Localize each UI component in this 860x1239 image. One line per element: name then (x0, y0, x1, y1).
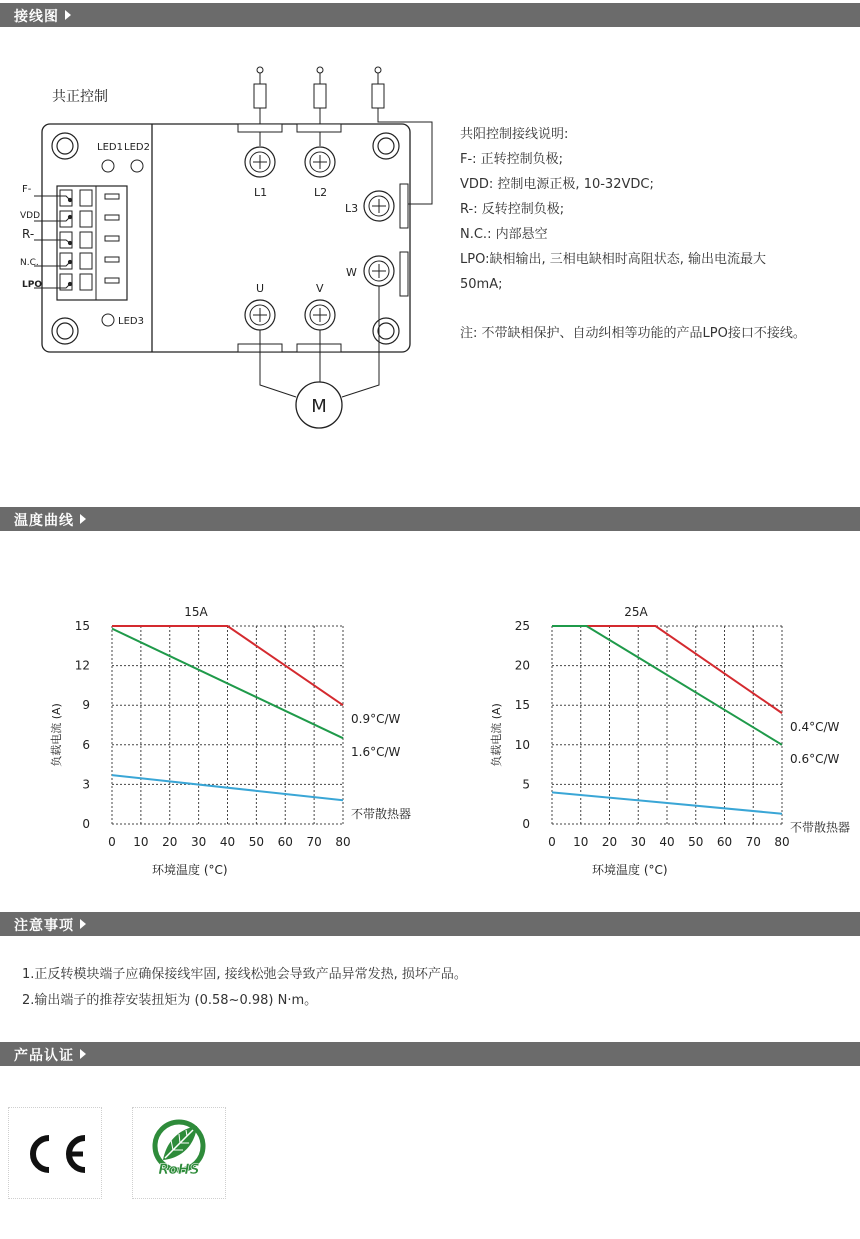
section-title: 温度曲线 (14, 510, 86, 530)
y-tick-label: 3 (82, 777, 90, 792)
x-tick-label: 80 (774, 835, 790, 849)
series-label: 1.6°C/W (351, 745, 401, 760)
motor-label: M (311, 396, 327, 417)
led2-label: LED2 (124, 142, 150, 153)
wiring-title: 共正控制 (52, 89, 108, 105)
pin-label-nc: N.C. (20, 258, 39, 268)
series-label: 0.4°C/W (790, 720, 840, 735)
description-title: 共阳控制接线说明: (460, 127, 569, 142)
section-header-notes (0, 912, 860, 936)
x-tick-label: 40 (659, 835, 675, 849)
derating-chart-15a (40, 590, 440, 890)
chevron-right-icon (65, 10, 71, 20)
led3-label: LED3 (118, 316, 144, 327)
y-tick-label: 0 (82, 817, 90, 831)
x-tick-label: 60 (277, 835, 293, 849)
description-line: LPO:缺相输出, 三相电缺相时高阻状态, 输出电流最大 (460, 252, 766, 267)
y-axis-label: 负载电流 (A) (490, 703, 503, 767)
section-title: 接线图 (14, 6, 71, 26)
ce-certification (8, 1107, 102, 1199)
chart-title: 15A (184, 605, 208, 619)
section-header-temperature (0, 507, 860, 531)
description-line: R-: 反转控制负极; (460, 202, 565, 217)
y-tick-label: 15 (514, 698, 530, 713)
terminal-label-l3: L3 (345, 202, 359, 215)
x-axis-label: 环境温度 (°C) (152, 863, 228, 877)
terminal-label-w: W (346, 266, 357, 279)
led1-indicator (102, 160, 114, 172)
ce-mark-icon (9, 1108, 101, 1198)
rohs-leaf-icon (133, 1108, 225, 1198)
rohs-text: RoHS (158, 1162, 200, 1178)
note-item: 1.正反转模块端子应确保接线牢固, 接线松弛会导致产品异常发热, 损坏产品。 (22, 967, 467, 982)
description-line: 50mA; (460, 277, 503, 292)
description-line: N.C.: 内部悬空 (460, 227, 548, 242)
note-item: 2.输出端子的推荐安装扭矩为 (0.58~0.98) N·m。 (22, 993, 318, 1008)
chevron-right-icon (80, 919, 86, 929)
terminal-label-v: V (316, 282, 324, 295)
y-tick-label: 6 (82, 737, 90, 752)
pin-label-vdd: VDD (20, 211, 41, 221)
y-tick-label: 0 (522, 817, 530, 831)
y-tick-label: 15 (74, 619, 90, 633)
chart-title: 25A (624, 605, 648, 619)
wiring-description (460, 122, 850, 346)
chevron-right-icon (80, 514, 86, 524)
x-tick-label: 20 (601, 835, 618, 849)
terminal-label-u: U (256, 282, 265, 295)
y-tick-label: 25 (514, 619, 530, 633)
wiring-diagram (0, 40, 440, 440)
pin-label-f: F- (22, 184, 32, 195)
series-label: 0.6°C/W (790, 751, 840, 766)
section-title: 注意事项 (14, 915, 86, 935)
x-tick-label: 70 (306, 835, 322, 849)
chevron-right-icon (80, 1049, 86, 1059)
section-header-certification (0, 1042, 860, 1066)
terminal-label-l2: L2 (314, 186, 328, 199)
series-label: 不带散热器 (351, 807, 412, 822)
series-line-2 (112, 629, 343, 739)
x-tick-label: 0 (548, 835, 556, 849)
pin-label-lpo: LPO (22, 280, 42, 290)
x-tick-label: 0 (108, 835, 116, 849)
x-tick-label: 70 (745, 835, 761, 849)
x-tick-label: 10 (133, 835, 149, 849)
led2-indicator (131, 160, 143, 172)
terminal-label-l1: L1 (254, 186, 268, 199)
section-header-wiring (0, 3, 860, 27)
description-line: VDD: 控制电源正极, 10-32VDC; (460, 177, 654, 192)
y-tick-label: 5 (522, 777, 530, 792)
y-axis-label: 负载电流 (A) (50, 703, 63, 767)
ce-text: CE (55, 1196, 57, 1197)
series-label: 0.9°C/W (351, 712, 401, 727)
x-tick-label: 60 (716, 835, 733, 849)
section-title: 产品认证 (14, 1045, 86, 1065)
notes-list (22, 962, 842, 1014)
y-tick-label: 10 (514, 737, 530, 752)
description-line: F-: 正转控制负极; (460, 152, 564, 167)
derating-chart-25a (480, 590, 860, 890)
x-tick-label: 50 (688, 835, 704, 849)
x-tick-label: 50 (248, 835, 265, 849)
x-tick-label: 40 (219, 835, 236, 849)
led3-indicator (102, 314, 114, 326)
x-tick-label: 80 (335, 835, 351, 849)
x-tick-label: 20 (162, 835, 178, 849)
y-tick-label: 9 (82, 698, 90, 713)
led1-label: LED1 (97, 142, 123, 153)
pin-label-r: R- (22, 227, 35, 241)
y-tick-label: 20 (514, 658, 530, 673)
x-axis-label: 环境温度 (°C) (592, 863, 668, 877)
y-tick-label: 12 (74, 658, 90, 673)
x-tick-label: 30 (190, 835, 207, 849)
series-label: 不带散热器 (790, 820, 851, 835)
description-note: 注: 不带缺相保护、自动纠相等功能的产品LPO接口不接线。 (460, 326, 806, 341)
x-tick-label: 10 (573, 835, 589, 849)
x-tick-label: 30 (630, 835, 646, 849)
rohs-certification (132, 1107, 226, 1199)
